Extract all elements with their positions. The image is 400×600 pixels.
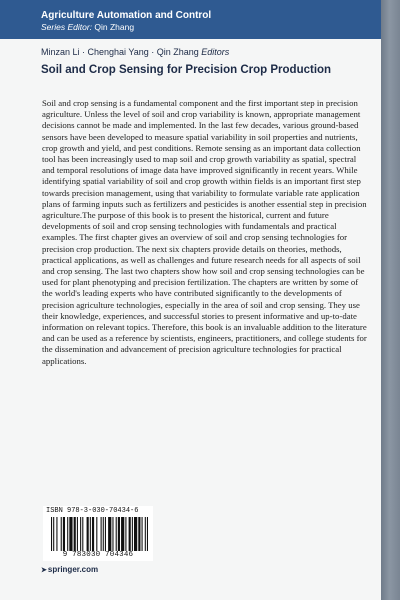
barcode-bar bbox=[82, 517, 83, 551]
barcode-bar bbox=[138, 517, 140, 551]
barcode-bar bbox=[142, 517, 143, 551]
isbn-barcode bbox=[43, 506, 153, 561]
publisher-link[interactable] bbox=[41, 565, 98, 574]
barcode-bar bbox=[53, 517, 54, 551]
barcode-bar bbox=[90, 517, 91, 551]
barcode-bar bbox=[108, 517, 111, 551]
book-description: Soil and crop sensing is a fundamental component and the first important step in precision agriculture. Unless the level of soil and crop variability is known, appropriate management decisions cannot be made and implemented. In the last few decades, various ground-based sensors have been developed to measure spatial variability in soil properties and nutrients, crop growth and yield, and pest conditions. Remote sensing as an important data collection tool has been increasingly used to map soil and crop growth variability as spatial, spectral and temporal resolutions of image data have improved significantly in recent years. While identifying spatial variability of soil and crop growth within fields is an important first step towards precision management, using that variability to formulate variable rate application plans of farming inputs such as fertilizers and pesticides is another essential step in precision agriculture.The purpose of this book is to present the historical, current and future developments of soil and crop sensing technologies with fundamentals and practical examples. The first chapter gives an overview of soil and crop sensing technologies for precision crop production. The next six chapters provide details on theories, methods, practical applications, as well as challenges and future research needs for all aspects of soil and crop sensing. The last two chapters show how soil and crop sensing technologies can be used for plant phenotyping and precision fertilization. The chapters are written by some of the world's leading experts who have contributed significantly to the developments of precision agriculture technologies, especially in the area of soil and crop sensing. They use their knowledge, experiences, and successful stories to present informative and up-to-date information on relevant topics. Therefore, this book is an invaluable addition to the literature and can be used as a reference by scientists, engineers, practitioners, and college students for the dissemination and advancement of precision agriculture technologies for practical applications. bbox=[42, 98, 367, 366]
barcode-bar bbox=[92, 517, 94, 551]
barcode-bar bbox=[69, 517, 72, 551]
barcode-bars bbox=[51, 517, 148, 551]
series-title: Agriculture Automation and Control bbox=[41, 10, 212, 21]
book-title: Soil and Crop Sensing for Precision Crop Production bbox=[41, 64, 332, 76]
barcode-bar bbox=[77, 517, 78, 551]
barcode-bar bbox=[105, 517, 106, 551]
barcode-bar bbox=[103, 517, 104, 551]
barcode-bar bbox=[56, 517, 57, 551]
barcode-bar bbox=[121, 517, 124, 551]
spine-edge bbox=[381, 0, 400, 600]
barcode-bar bbox=[134, 517, 137, 551]
barcode-bar bbox=[96, 517, 97, 551]
series-editor-name: Qin Zhang bbox=[94, 22, 135, 32]
barcode-bar bbox=[101, 517, 102, 551]
barcode-bar bbox=[63, 517, 65, 551]
series-header-band bbox=[0, 0, 381, 39]
right-arrow-icon: ➤ bbox=[41, 567, 47, 574]
series-editor bbox=[41, 22, 134, 32]
barcode-bar bbox=[145, 517, 146, 551]
barcode-bar bbox=[87, 517, 89, 551]
editors-role: Editors bbox=[201, 47, 230, 57]
book-editors bbox=[41, 47, 229, 57]
barcode-bar bbox=[112, 517, 113, 551]
isbn-label: ISBN 978-3-030-70434-6 bbox=[46, 507, 139, 515]
barcode-bar bbox=[129, 517, 131, 551]
barcode-bar bbox=[61, 517, 62, 551]
barcode-bar bbox=[132, 517, 133, 551]
barcode-bar bbox=[67, 517, 68, 551]
barcode-bar bbox=[116, 517, 117, 551]
barcode-bar bbox=[118, 517, 120, 551]
series-editor-label: Series Editor: bbox=[41, 22, 93, 32]
barcode-bar bbox=[80, 517, 81, 551]
barcode-digits: 9 783030 704346 bbox=[62, 551, 134, 559]
publisher-url: springer.com bbox=[47, 565, 99, 574]
barcode-bar bbox=[51, 517, 52, 551]
barcode-bar bbox=[74, 517, 76, 551]
editors-names: Minzan Li · Chenghai Yang · Qin Zhang bbox=[41, 47, 199, 57]
barcode-bar bbox=[147, 517, 148, 551]
barcode-bar bbox=[125, 517, 126, 551]
